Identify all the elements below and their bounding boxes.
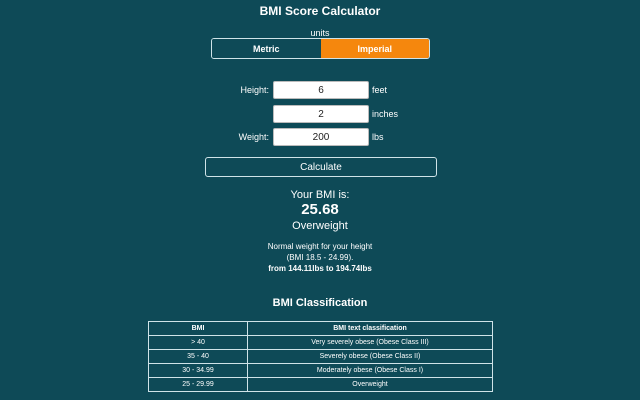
unit-toggle bbox=[211, 38, 430, 59]
table-header-row bbox=[149, 322, 493, 336]
bmi-column-header: BMI bbox=[149, 322, 248, 336]
height-feet-input[interactable] bbox=[273, 81, 369, 99]
bmi-range-cell: 30 - 34.99 bbox=[149, 364, 248, 378]
bmi-result-value: 25.68 bbox=[301, 201, 339, 218]
bmi-result-heading: Your BMI is: bbox=[290, 189, 350, 201]
weight-label: Weight: bbox=[238, 132, 269, 142]
bmi-range-cell: 35 - 40 bbox=[149, 350, 248, 364]
classification-cell: Severely obese (Obese Class II) bbox=[248, 350, 493, 364]
units-label: units bbox=[310, 28, 330, 38]
table-row bbox=[149, 378, 493, 392]
bmi-result-category: Overweight bbox=[292, 220, 348, 232]
normal-bmi-range: (BMI 18.5 - 24.99). bbox=[286, 253, 354, 262]
table-row bbox=[149, 350, 493, 364]
table-row bbox=[149, 364, 493, 378]
table-row bbox=[149, 336, 493, 350]
classification-title: BMI Classification bbox=[272, 297, 368, 309]
height-inches-input[interactable] bbox=[273, 105, 369, 123]
bmi-range-cell: > 40 bbox=[149, 336, 248, 350]
lbs-unit-label: lbs bbox=[372, 132, 384, 142]
classification-cell: Very severely obese (Obese Class III) bbox=[248, 336, 493, 350]
calculate-button[interactable]: Calculate bbox=[205, 157, 437, 177]
page-title: BMI Score Calculator bbox=[259, 4, 381, 18]
normal-weight-text: Normal weight for your height bbox=[267, 242, 373, 251]
imperial-button[interactable]: Imperial bbox=[321, 39, 430, 58]
classification-cell: Overweight bbox=[248, 378, 493, 392]
classification-column-header: BMI text classification bbox=[248, 322, 493, 336]
feet-unit-label: feet bbox=[372, 85, 388, 95]
weight-input[interactable] bbox=[273, 128, 369, 146]
bmi-range-cell: 25 - 29.99 bbox=[149, 378, 248, 392]
classification-cell: Moderately obese (Obese Class I) bbox=[248, 364, 493, 378]
inches-unit-label: inches bbox=[372, 109, 399, 119]
metric-button[interactable]: Metric bbox=[212, 39, 321, 58]
height-label: Height: bbox=[240, 85, 269, 95]
normal-weight-range: from 144.11lbs to 194.74lbs bbox=[268, 264, 372, 273]
classification-table bbox=[148, 321, 493, 392]
